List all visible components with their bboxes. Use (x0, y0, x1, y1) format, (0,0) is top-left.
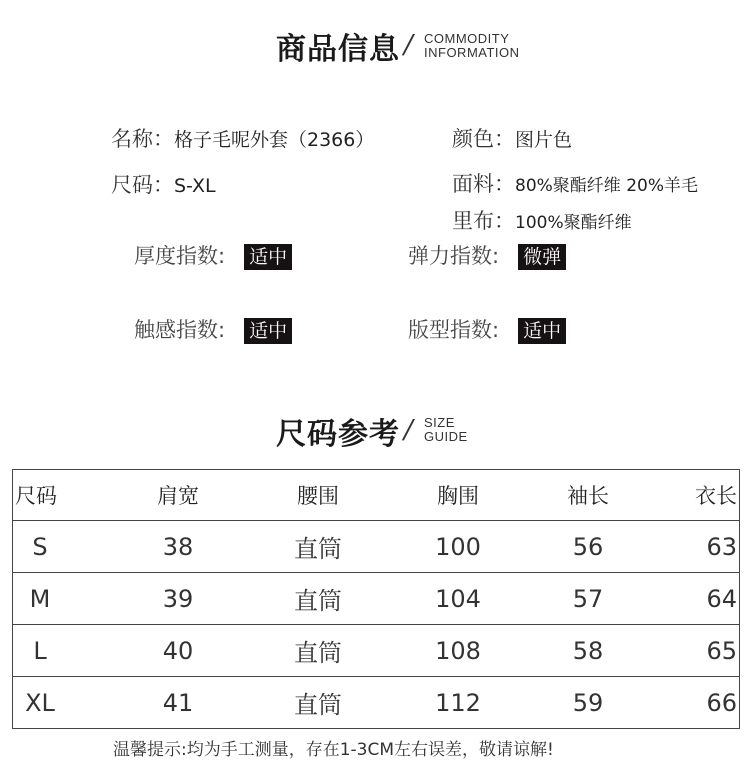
size-table-cell: 38 (162, 532, 194, 561)
commodity-section-slash: / (400, 30, 416, 60)
size-table-cell: 直筒 (294, 691, 342, 719)
size-table-cell: 41 (162, 688, 194, 717)
size-section-title: 尺码参考 (276, 417, 400, 452)
product-size-value: S-XL (174, 175, 216, 197)
product-color-row (452, 123, 572, 153)
size-table (12, 469, 740, 729)
size-section-en (424, 416, 468, 444)
size-table-row (13, 573, 739, 625)
product-fabric-row (452, 168, 698, 198)
size-table-row (13, 677, 739, 729)
thickness-index-label: 厚度指数: (134, 244, 226, 268)
size-table-header-cell: 腰围 (297, 484, 339, 508)
size-table-cell: 直筒 (294, 639, 342, 667)
size-table-cell: 112 (435, 688, 481, 717)
size-table-header-cell: 肩宽 (157, 484, 199, 508)
fit-index-badge: 适中 (518, 318, 566, 344)
product-name-row (111, 123, 374, 153)
commodity-section-en-line1: COMMODITY (424, 31, 510, 46)
size-table-cell: 104 (435, 584, 481, 613)
size-table-cell: 直筒 (294, 587, 342, 615)
commodity-section-en (424, 32, 520, 60)
feel-index-label: 触感指数: (134, 318, 226, 342)
fit-index-label: 版型指数: (408, 318, 500, 342)
size-table-header-cell: 衣长 (695, 484, 737, 508)
size-table-cell: 直筒 (294, 535, 342, 563)
product-size-row (111, 169, 216, 199)
size-table-cell: 58 (572, 636, 604, 665)
product-lining-value: 100%聚酯纤维 (515, 213, 632, 233)
product-lining-label: 里布： (452, 209, 515, 233)
size-table-cell: S (32, 532, 48, 561)
product-lining-row (452, 205, 632, 235)
measurement-footnote: 温馨提示:均为手工测量，存在1-3CM左右误差，敬请谅解! (113, 740, 554, 760)
size-table-cell: 108 (435, 636, 481, 665)
size-table-cell: 56 (572, 532, 604, 561)
size-table-header-cell: 胸围 (437, 484, 479, 508)
size-table-cell: 63 (706, 532, 737, 561)
thickness-index (134, 240, 292, 270)
thickness-index-badge: 适中 (244, 244, 292, 270)
size-section-en-line2: GUIDE (424, 429, 468, 444)
size-section-slash: / (400, 415, 416, 445)
elasticity-index (408, 240, 566, 270)
size-table-cell: 66 (706, 688, 737, 717)
size-table-cell: 39 (162, 584, 194, 613)
size-table-row (13, 625, 739, 677)
size-table-cell: M (29, 584, 51, 613)
size-table-cell: 59 (572, 688, 604, 717)
product-name-value: 格子毛呢外套（2366） (174, 129, 375, 151)
size-table-cell: XL (25, 688, 55, 717)
product-color-value: 图片色 (515, 129, 573, 151)
size-table-header-row (13, 470, 739, 521)
size-table-cell: L (33, 636, 47, 665)
product-size-label: 尺码： (111, 173, 174, 197)
size-table-cell: 64 (706, 584, 737, 613)
size-table-cell: 100 (435, 532, 481, 561)
product-name-label: 名称： (111, 127, 174, 151)
size-table-cell: 65 (706, 636, 737, 665)
size-table-header-cell: 尺码 (15, 484, 57, 508)
elasticity-index-badge: 微弹 (518, 244, 566, 270)
size-table-cell: 57 (572, 584, 604, 613)
size-section-en-line1: SIZE (424, 415, 455, 430)
feel-index (134, 314, 292, 344)
elasticity-index-label: 弹力指数: (408, 244, 500, 268)
commodity-section-en-line2: INFORMATION (424, 45, 520, 60)
product-fabric-value: 80%聚酯纤维 20%羊毛 (515, 176, 698, 196)
product-color-label: 颜色： (452, 127, 515, 151)
feel-index-badge: 适中 (244, 318, 292, 344)
fit-index (408, 314, 566, 344)
size-table-cell: 40 (162, 636, 194, 665)
commodity-section-title: 商品信息 (276, 32, 400, 67)
size-table-row (13, 521, 739, 573)
size-table-header-cell: 袖长 (567, 484, 609, 508)
product-fabric-label: 面料： (452, 172, 515, 196)
